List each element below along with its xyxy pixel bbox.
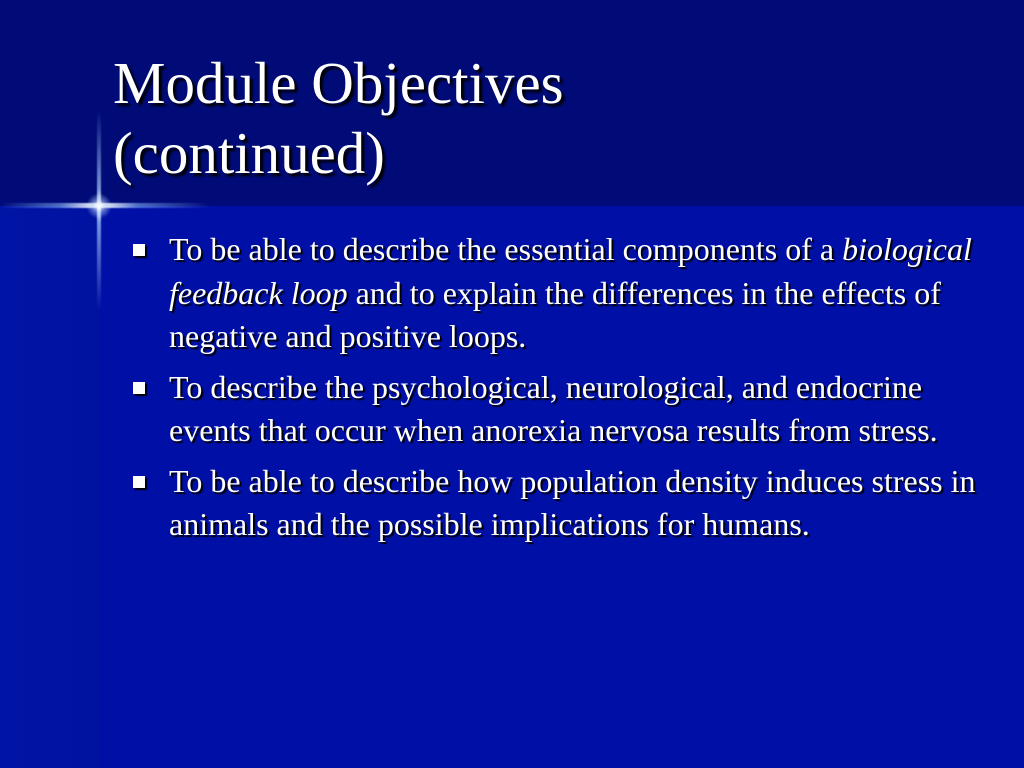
square-bullet-icon <box>133 382 145 394</box>
objective-1-emphasis: biological feedback loop <box>169 231 972 311</box>
objective-1-text-start: To be able to describe the essential components of a <box>169 231 843 267</box>
square-bullet-icon <box>133 476 145 488</box>
left-margin-band <box>0 206 100 768</box>
slide-title <box>113 48 993 188</box>
horizontal-light-streak <box>0 203 300 208</box>
objective-item-3 <box>130 460 990 547</box>
square-bullet-icon <box>133 244 145 256</box>
title-line-2: (continued) <box>113 120 385 186</box>
objective-1-text-end: and to explain the differences in the effects of negative and positive loops. <box>169 274 941 354</box>
title-line-1: Module Objectives <box>113 50 564 116</box>
objective-3-text: To be able to describe how population density induces stress in animals and the possible implications for humans. <box>169 462 976 542</box>
objective-item-2 <box>130 366 990 453</box>
light-sparkle-icon <box>86 193 112 219</box>
objective-2-text: To describe the psychological, neurological, and endocrine events that occur when anorexia nervosa results from stress. <box>169 368 938 448</box>
objectives-list <box>130 228 990 554</box>
objective-item-1 <box>130 228 990 359</box>
